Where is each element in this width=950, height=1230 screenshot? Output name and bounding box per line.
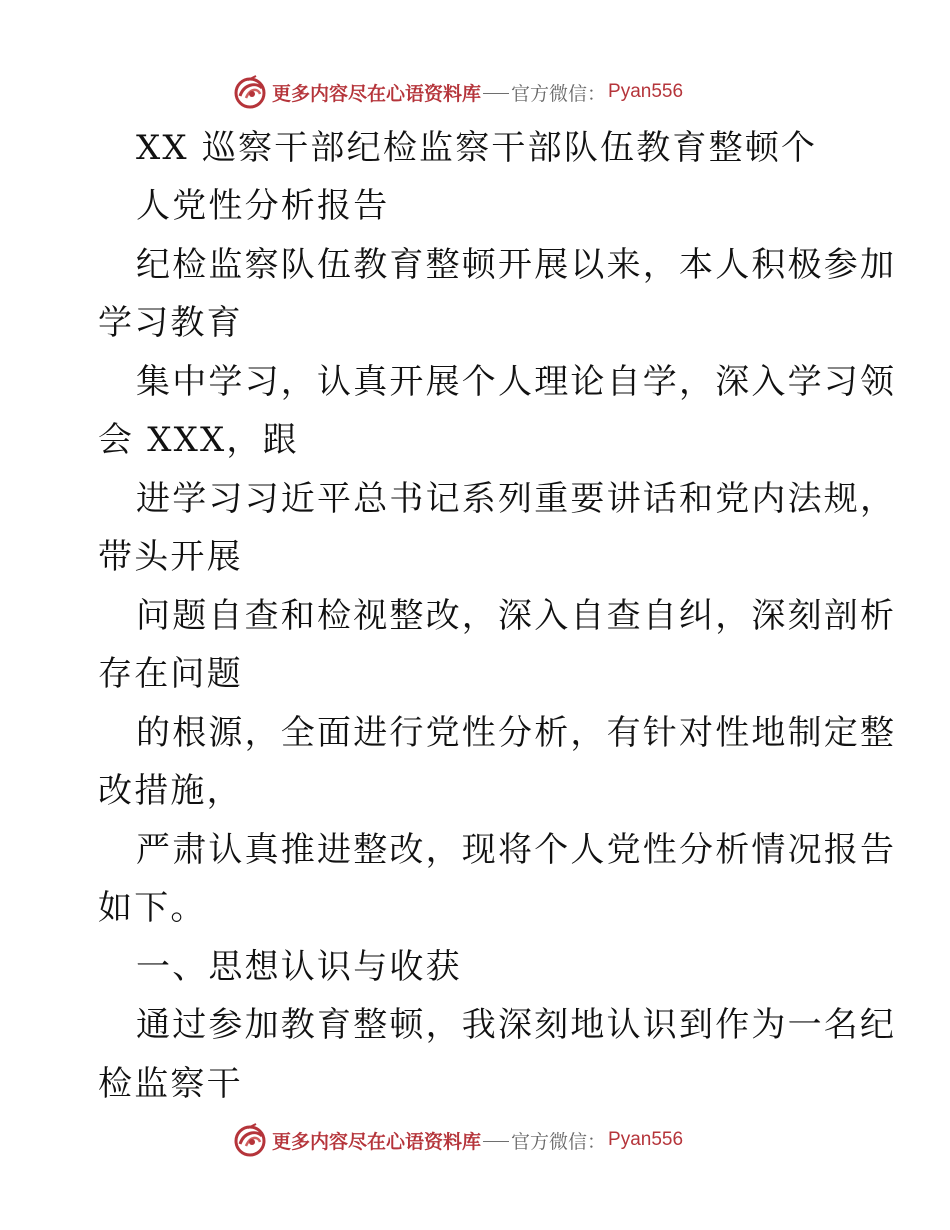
red-swirl-logo-icon bbox=[232, 1122, 268, 1158]
watermark-dash bbox=[483, 1141, 509, 1142]
title-line-2: 人党性分析报告 bbox=[136, 186, 390, 226]
section-heading: 一、思想认识与收获 bbox=[136, 947, 462, 987]
body-line: 如下。 bbox=[98, 888, 207, 928]
watermark-wechat-id: Pyan556 bbox=[608, 81, 684, 102]
watermark-label: 官方微信： bbox=[511, 82, 607, 105]
watermark-wechat-id: Pyan556 bbox=[608, 1129, 684, 1150]
watermark-dash bbox=[483, 93, 509, 94]
body-line: 学习教育 bbox=[98, 303, 243, 343]
footer-watermark bbox=[232, 1120, 683, 1160]
watermark-text: 更多内容尽在心语资料库 bbox=[272, 1130, 482, 1153]
body-line: 改措施， bbox=[98, 771, 243, 811]
body-line: 会 XXX，跟 bbox=[98, 420, 299, 460]
body-line: 进学习习近平总书记系列重要讲话和党内法规， bbox=[136, 479, 897, 519]
header-watermark bbox=[232, 72, 683, 112]
red-swirl-logo-icon bbox=[232, 74, 268, 110]
body-line: 通过参加教育整顿，我深刻地认识到作为一名纪 bbox=[136, 1005, 897, 1045]
body-line: 纪检监察队伍教育整顿开展以来，本人积极参加 bbox=[136, 245, 897, 285]
body-line: 检监察干 bbox=[98, 1064, 243, 1104]
title-line-1: XX 巡察干部纪检监察干部队伍教育整顿个 bbox=[136, 128, 818, 168]
watermark-label: 官方微信： bbox=[511, 1130, 607, 1153]
body-line: 集中学习，认真开展个人理论自学，深入学习领 bbox=[136, 362, 897, 402]
body-line: 严肃认真推进整改，现将个人党性分析情况报告 bbox=[136, 830, 897, 870]
watermark-text: 更多内容尽在心语资料库 bbox=[272, 82, 482, 105]
body-line: 存在问题 bbox=[98, 654, 243, 694]
body-line: 的根源，全面进行党性分析，有针对性地制定整 bbox=[136, 713, 897, 753]
body-line: 问题自查和检视整改，深入自查自纠，深刻剖析 bbox=[136, 596, 897, 636]
body-line: 带头开展 bbox=[98, 537, 243, 577]
